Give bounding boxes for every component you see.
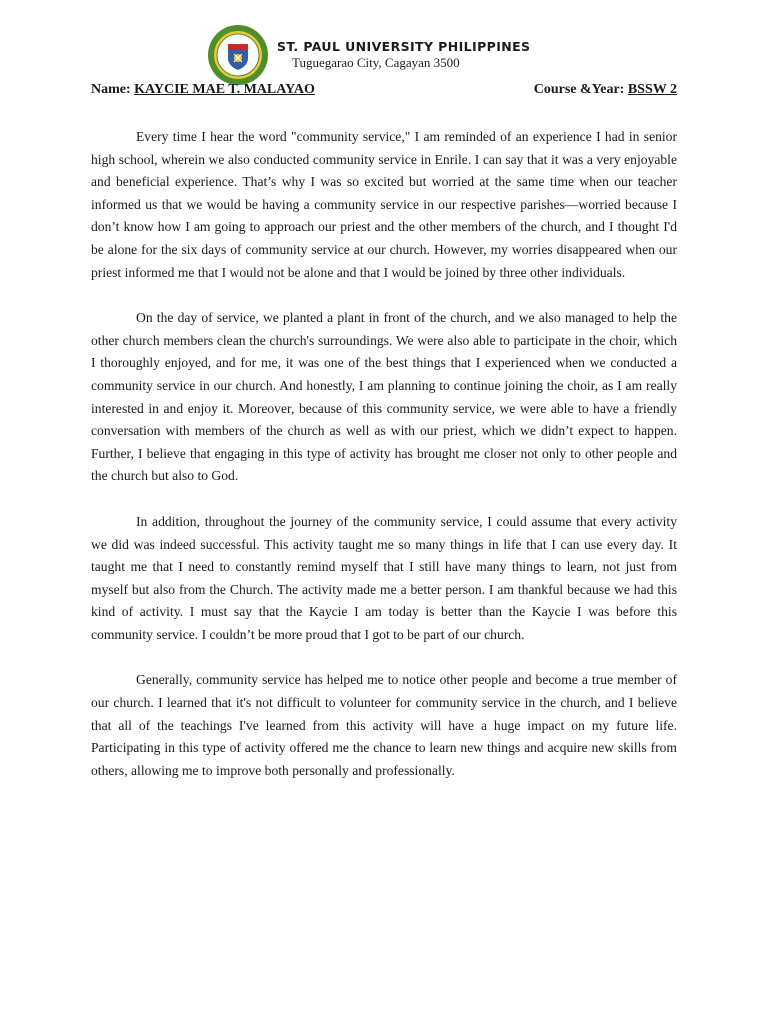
university-seal-logo: [207, 24, 269, 86]
paragraph: Generally, community service has helped me to notice other people and become a true member of our church. I learned that it's not difficult to volunteer for community service in the church, and I believe that all of the teachings I've learned from this activity will have a huge impact on my future life. Participating in this type of activity offered me the chance to learn new things and acquire new skills from others, allowing me to improve both personally and professionally.: [91, 672, 677, 778]
course-year-value: BSSW 2: [627, 82, 677, 97]
paragraph: On the day of service, we planted a plant in front of the church, and we also managed to help the other church members clean the church's surroundings. We were also able to participate in the choir, which I thoroughly enjoyed, and for me, it was one of the best things that I experienced when we conducted a community service in our church. And honestly, I am planning to continue joining the choir, as I am really interested in and enjoy it. Moreover, because of this community service, we were able to have a friendly conversation with members of the church as well as with our priest, which we didn’t expect to happen. Further, I believe that engaging in this type of activity has brought me closer not only to other people and the church but also to God.: [91, 310, 677, 484]
course-year-field: [534, 82, 677, 98]
university-address: Tuguegarao City, Cagayan 3500: [292, 55, 460, 70]
essay-body: [91, 126, 677, 805]
name-field: [91, 82, 315, 98]
paragraph: Every time I hear the word "community service," I am reminded of an experience I had in senior high school, wherein we also conducted community service in Enrile. I can say that it was a very enjoyable and beneficial experience. That’s why I was so excited but worried at the same time when our teacher informed us that we would be having a community service in our respective parishes—worried because I don’t know how I am going to approach our priest and the other members of the church, and I thought I'd be alone for the six days of community service at our church. However, my worries disappeared when our priest informed me that I would not be alone and that I would be joined by three other individuals.: [91, 129, 677, 280]
letterhead: [0, 22, 768, 90]
student-info-line: [91, 82, 677, 102]
course-year-label: Course &Year:: [533, 82, 625, 97]
name-value: KAYCIE MAE T. MALAYAO: [134, 82, 315, 97]
university-name: ST. PAUL UNIVERSITY PHILIPPINES: [277, 39, 531, 54]
paragraph: In addition, throughout the journey of the community service, I could assume that every activity we did was indeed successful. This activity taught me so many things in life that I can use every day. It taught me that I need to constantly remind myself that I still have many things to learn, not just from myself but also from the Church. The activity made me a better person. I am thankful because we had this kind of activity. I must say that the Kaycie I am today is better than the Kaycie I was before this community service. I couldn’t be more proud that I got to be part of our church.: [91, 513, 677, 642]
name-label: Name:: [91, 82, 131, 97]
